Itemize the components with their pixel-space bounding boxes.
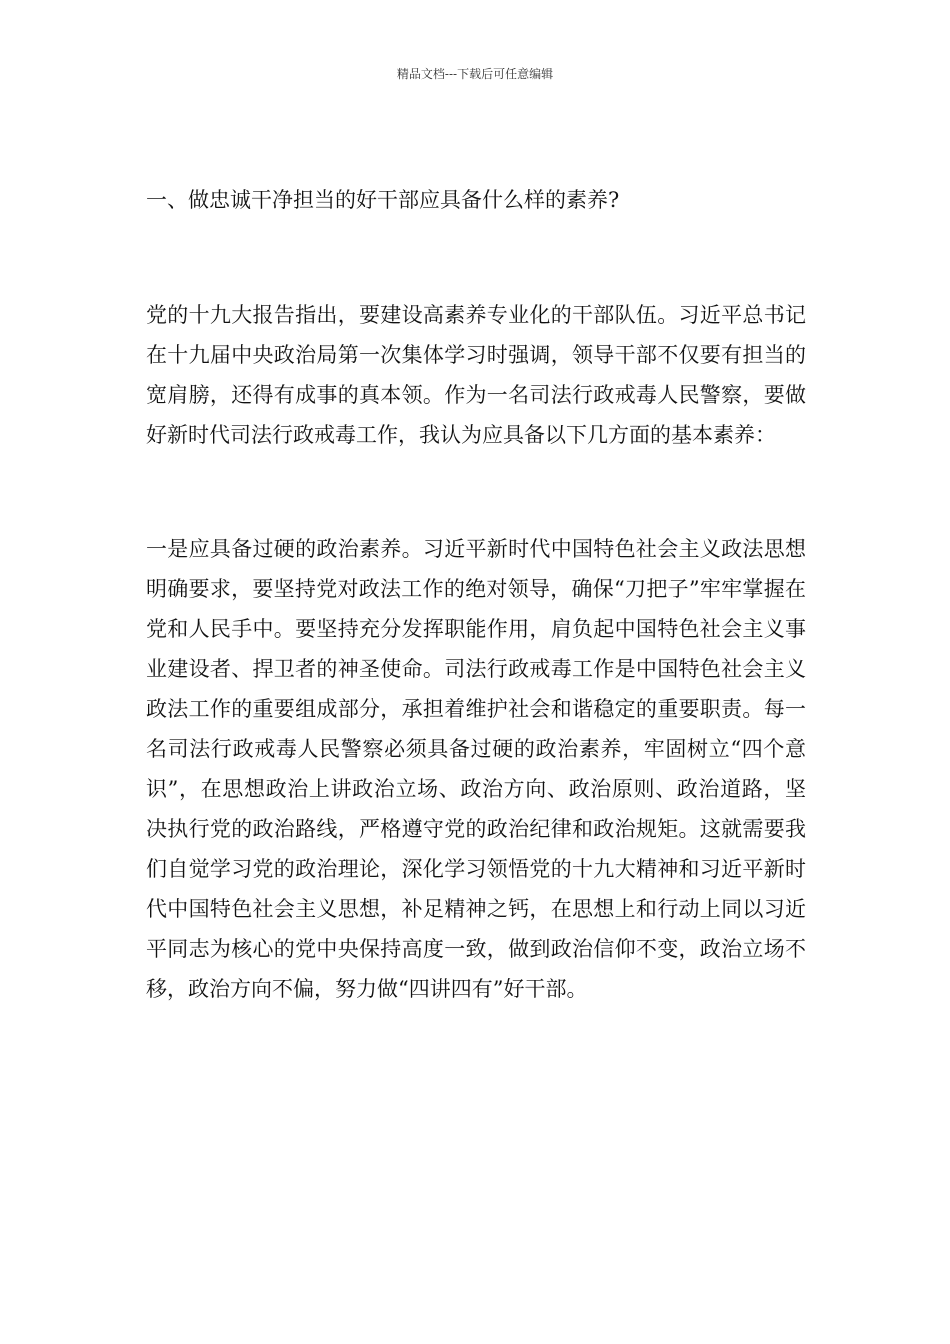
section-heading: 一、做忠诚干净担当的好干部应具备什么样的素养?: [146, 188, 620, 212]
page-header: 精品文档---下载后可任意编辑: [396, 67, 554, 81]
paragraph-intro: 党的十九大报告指出，要建设高素养专业化的干部队伍。习近平总书记在十九届中央政治局第一次集体学习时强调，领导干部不仅要有担当的宽肩膀，还得有成事的真本领。作为一名司法行政戒毒人民警察，要做好新时代司法行政戒毒工作，我认为应具备以下几方面的基本素养：: [146, 303, 806, 447]
document-body: [146, 183, 806, 1009]
paragraph-political-quality: 一是应具备过硬的政治素养。习近平新时代中国特色社会主义政法思想明确要求，要坚持党对政法工作的绝对领导，确保“刀把子”牢牢掌握在党和人民手中。要坚持充分发挥职能作用，肩负起中国特色社会主义事业建设者、捍卫者的神圣使命。司法行政戒毒工作是中国特色社会主义政法工作的重要组成部分，承担着维护社会和谐稳定的重要职责。每一名司法行政戒毒人民警察必须具备过硬的政治素养，牢固树立“四个意识”，在思想政治上讲政治立场、政治方向、政治原则、政治道路，坚决执行党的政治路线，严格遵守党的政治纪律和政治规矩。这就需要我们自觉学习党的政治理论，深化学习领悟党的十九大精神和习近平新时代中国特色社会主义思想，补足精神之钙，在思想上和行动上同以习近平同志为核心的党中央保持高度一致，做到政治信仰不变，政治立场不移，政治方向不偏，努力做“四讲四有”好干部。: [146, 537, 806, 1001]
